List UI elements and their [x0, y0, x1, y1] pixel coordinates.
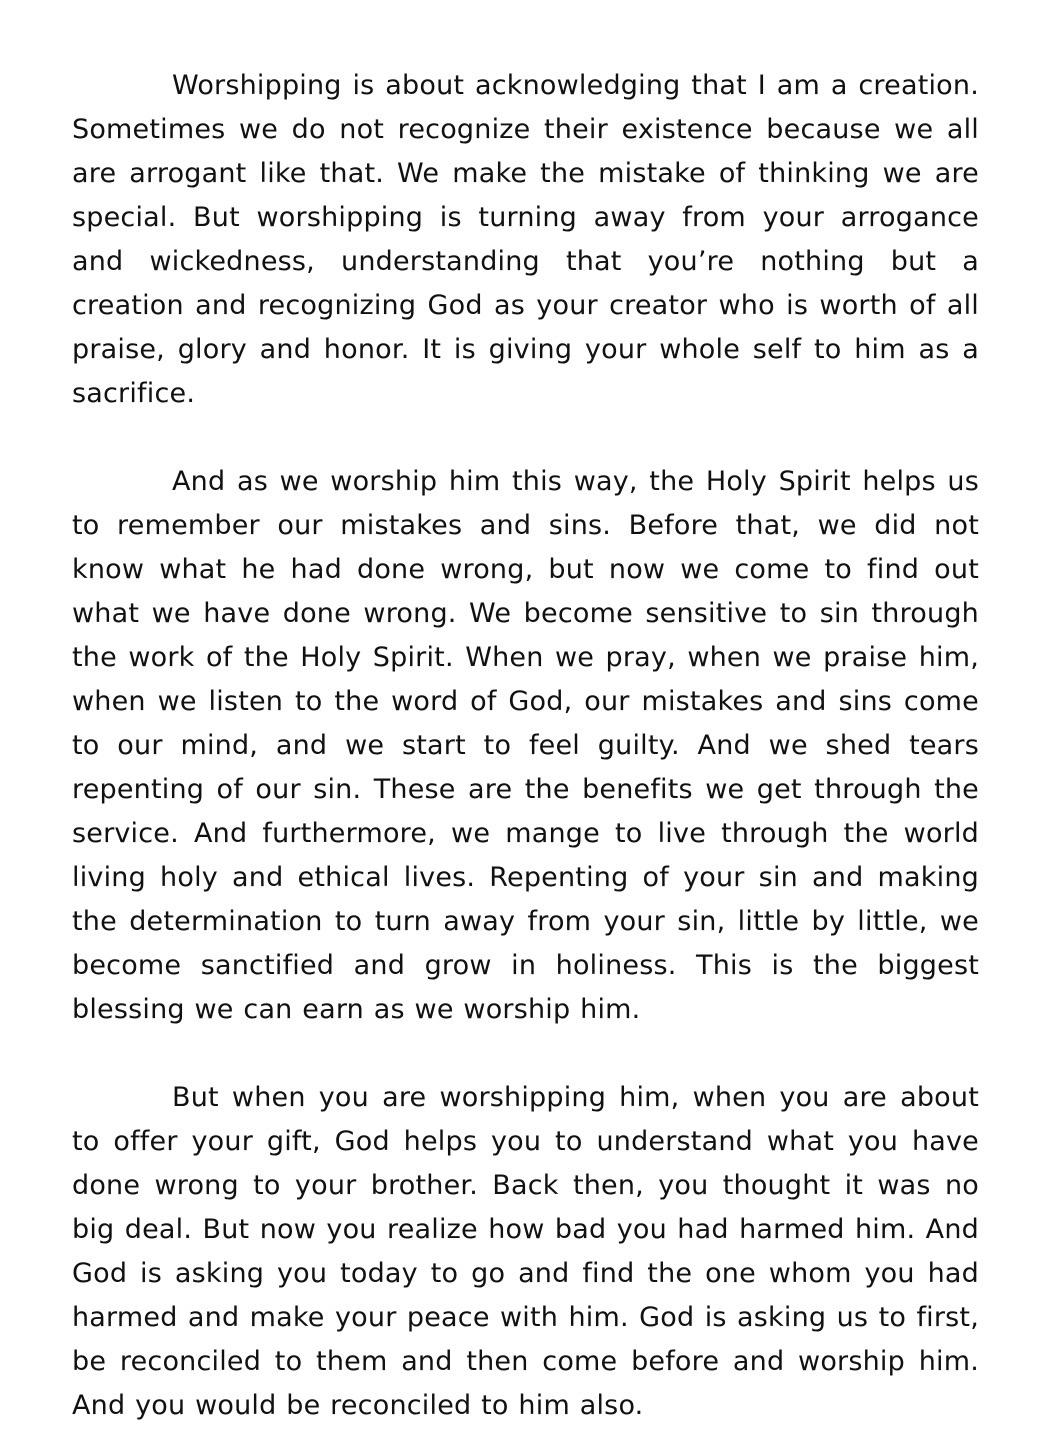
paragraph-2: And as we worship him this way, the Holy Spirit helps us to remember our mistakes and sins. Before that, we did not know what he had done wrong, but now we come to find out what we have done wrong. We become sensitive to sin through the work of the Holy Spirit. When we pray, when we praise him, when we listen to the word of God, our mistakes and sins come to our mind, and we start to feel guilty. And we shed tears repenting of our sin. These are the benefits we get through the service. And furthermore, we mange to live through the world living holy and ethical lives. Repenting of your sin and making the determination to turn away from your sin, little by little, we become sanctified and grow in holiness. This is the biggest blessing we can earn as we worship him.	[72, 466, 979, 1025]
paragraph-3: But when you are worshipping him, when you are about to offer your gift, God helps you to understand what you have done wrong to your brother. Back then, you thought it was no big deal. But now you realize how bad you had harmed him. And God is asking you today to go and find the one whom you had harmed and make your peace with him. God is asking us to first, be reconciled to them and then come before and worship him. And you would be reconciled to him also.	[72, 1082, 979, 1421]
paragraph-1: Worshipping is about acknowledging that I am a creation. Sometimes we do not recognize their existence because we all are arrogant like that. We make the mistake of thinking we are special. But worshipping is turning away from your arrogance and wickedness, understanding that you’re nothing but a creation and recognizing God as your creator who is worth of all praise, glory and honor. It is giving your whole self to him as a sacrifice.	[72, 70, 979, 409]
document-page	[72, 64, 979, 1428]
